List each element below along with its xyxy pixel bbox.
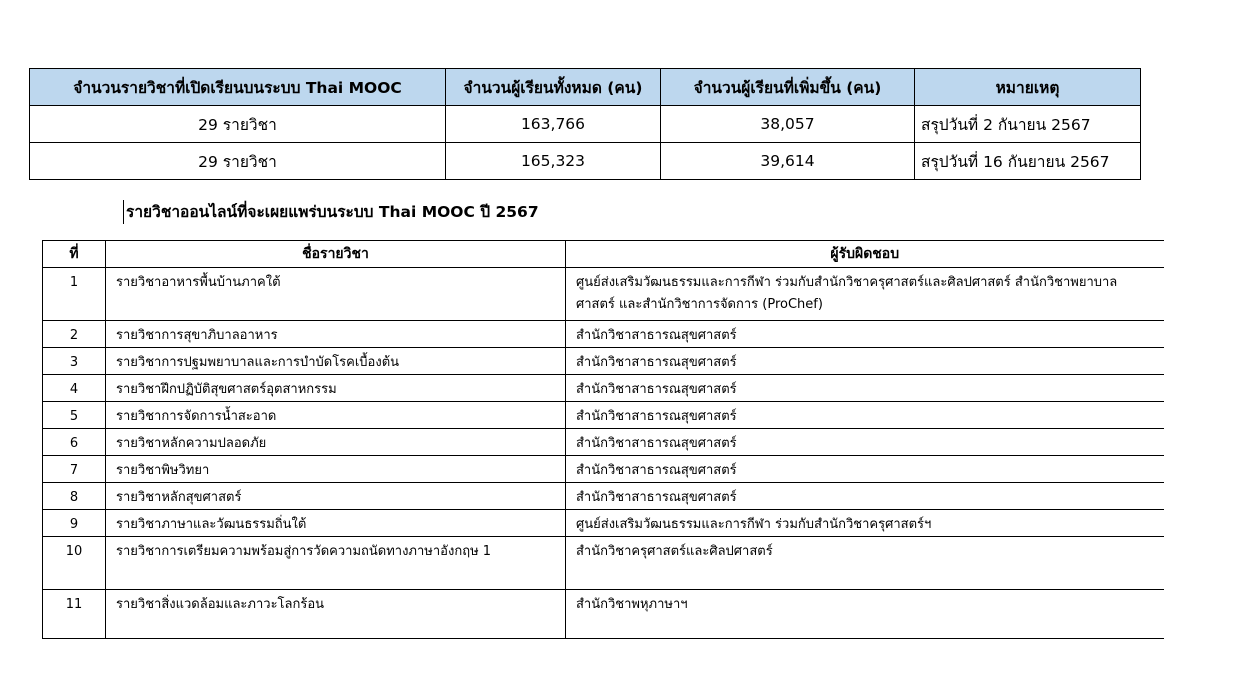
course-name: รายวิชาการเตรียมความพร้อมสู่การวัดความถนัดทางภาษาอังกฤษ 1 xyxy=(106,537,566,590)
summary-cell: 29 รายวิชา xyxy=(30,106,446,143)
summary-cell: 39,614 xyxy=(661,143,915,180)
table-row xyxy=(43,268,1164,321)
course-name: รายวิชาฝึกปฏิบัติสุขศาสตร์อุตสาหกรรม xyxy=(106,375,566,402)
course-number: 6 xyxy=(43,429,106,456)
course-number: 4 xyxy=(43,375,106,402)
course-owner: สำนักวิชาสาธารณสุขศาสตร์ xyxy=(566,402,1164,429)
summary-cell: 163,766 xyxy=(446,106,661,143)
summary-header-cell: จำนวนผู้เรียนทั้งหมด (คน) xyxy=(446,69,661,106)
table-row xyxy=(43,537,1164,590)
summary-table xyxy=(29,68,1141,180)
course-owner: สำนักวิชาครุศาสตร์และศิลปศาสตร์ xyxy=(566,537,1164,590)
course-owner: สำนักวิชาสาธารณสุขศาสตร์ xyxy=(566,429,1164,456)
course-owner: สำนักวิชาสาธารณสุขศาสตร์ xyxy=(566,375,1164,402)
table-row xyxy=(43,429,1164,456)
course-number: 1 xyxy=(43,268,106,321)
course-number: 8 xyxy=(43,483,106,510)
course-owner: ศูนย์ส่งเสริมวัฒนธรรมและการกีฬา ร่วมกับสำนักวิชาครุศาสตร์ฯ xyxy=(566,510,1164,537)
courses-header-cell: ผู้รับผิดชอบ xyxy=(566,241,1164,268)
course-owner: สำนักวิชาสาธารณสุขศาสตร์ xyxy=(566,483,1164,510)
course-name: รายวิชาสิ่งแวดล้อมและภาวะโลกร้อน xyxy=(106,590,566,639)
course-number: 7 xyxy=(43,456,106,483)
course-number: 11 xyxy=(43,590,106,639)
courses-header-cell: ที่ xyxy=(43,241,106,268)
course-name: รายวิชาอาหารพื้นบ้านภาคใต้ xyxy=(106,268,566,321)
summary-header-cell: หมายเหตุ xyxy=(915,69,1141,106)
course-number: 5 xyxy=(43,402,106,429)
course-name: รายวิชาหลักความปลอดภัย xyxy=(106,429,566,456)
course-owner xyxy=(566,268,1164,321)
summary-row xyxy=(30,106,1141,143)
course-owner-text: ศูนย์ส่งเสริมวัฒนธรรมและการกีฬา ร่วมกับสำนักวิชาครุศาสตร์และศิลปศาสตร์ สำนักวิชาพยาบาลศาสตร์ และสำนักวิชาการจัดการ (ProChef) xyxy=(576,275,1118,312)
course-owner: สำนักวิชาสาธารณสุขศาสตร์ xyxy=(566,321,1164,348)
course-owner: สำนักวิชาพหุภาษาฯ xyxy=(566,590,1164,639)
course-name: รายวิชาพิษวิทยา xyxy=(106,456,566,483)
summary-cell: สรุปวันที่ 16 กันยายน 2567 xyxy=(915,143,1141,180)
table-row xyxy=(43,483,1164,510)
summary-cell: 29 รายวิชา xyxy=(30,143,446,180)
course-name: รายวิชาการปฐมพยาบาลและการบำบัดโรคเบื้องต้น xyxy=(106,348,566,375)
course-number: 2 xyxy=(43,321,106,348)
course-number: 9 xyxy=(43,510,106,537)
summary-cell: สรุปวันที่ 2 กันายน 2567 xyxy=(915,106,1141,143)
course-name: รายวิชาการจัดการน้ำสะอาด xyxy=(106,402,566,429)
summary-cell: 165,323 xyxy=(446,143,661,180)
course-name: รายวิชาการสุขาภิบาลอาหาร xyxy=(106,321,566,348)
table-row xyxy=(43,590,1164,639)
section-heading: รายวิชาออนไลน์ที่จะเผยแพร่บนระบบ Thai MOOC ปี 2567 xyxy=(123,200,539,224)
summary-row xyxy=(30,143,1141,180)
table-row xyxy=(43,456,1164,483)
courses-header-cell: ชื่อรายวิชา xyxy=(106,241,566,268)
course-name: รายวิชาภาษาและวัฒนธรรมถิ่นใต้ xyxy=(106,510,566,537)
summary-cell: 38,057 xyxy=(661,106,915,143)
table-row xyxy=(43,402,1164,429)
table-row xyxy=(43,510,1164,537)
table-row xyxy=(43,321,1164,348)
courses-header-row xyxy=(43,241,1164,268)
summary-header-cell: จำนวนผู้เรียนที่เพิ่มขึ้น (คน) xyxy=(661,69,915,106)
summary-header-cell: จำนวนรายวิชาที่เปิดเรียนบนระบบ Thai MOOC xyxy=(30,69,446,106)
summary-header-row xyxy=(30,69,1141,106)
course-number: 3 xyxy=(43,348,106,375)
course-number: 10 xyxy=(43,537,106,590)
table-row xyxy=(43,375,1164,402)
table-row xyxy=(43,348,1164,375)
course-owner: สำนักวิชาสาธารณสุขศาสตร์ xyxy=(566,456,1164,483)
course-name: รายวิชาหลักสุขศาสตร์ xyxy=(106,483,566,510)
course-owner: สำนักวิชาสาธารณสุขศาสตร์ xyxy=(566,348,1164,375)
courses-table xyxy=(42,240,1164,639)
